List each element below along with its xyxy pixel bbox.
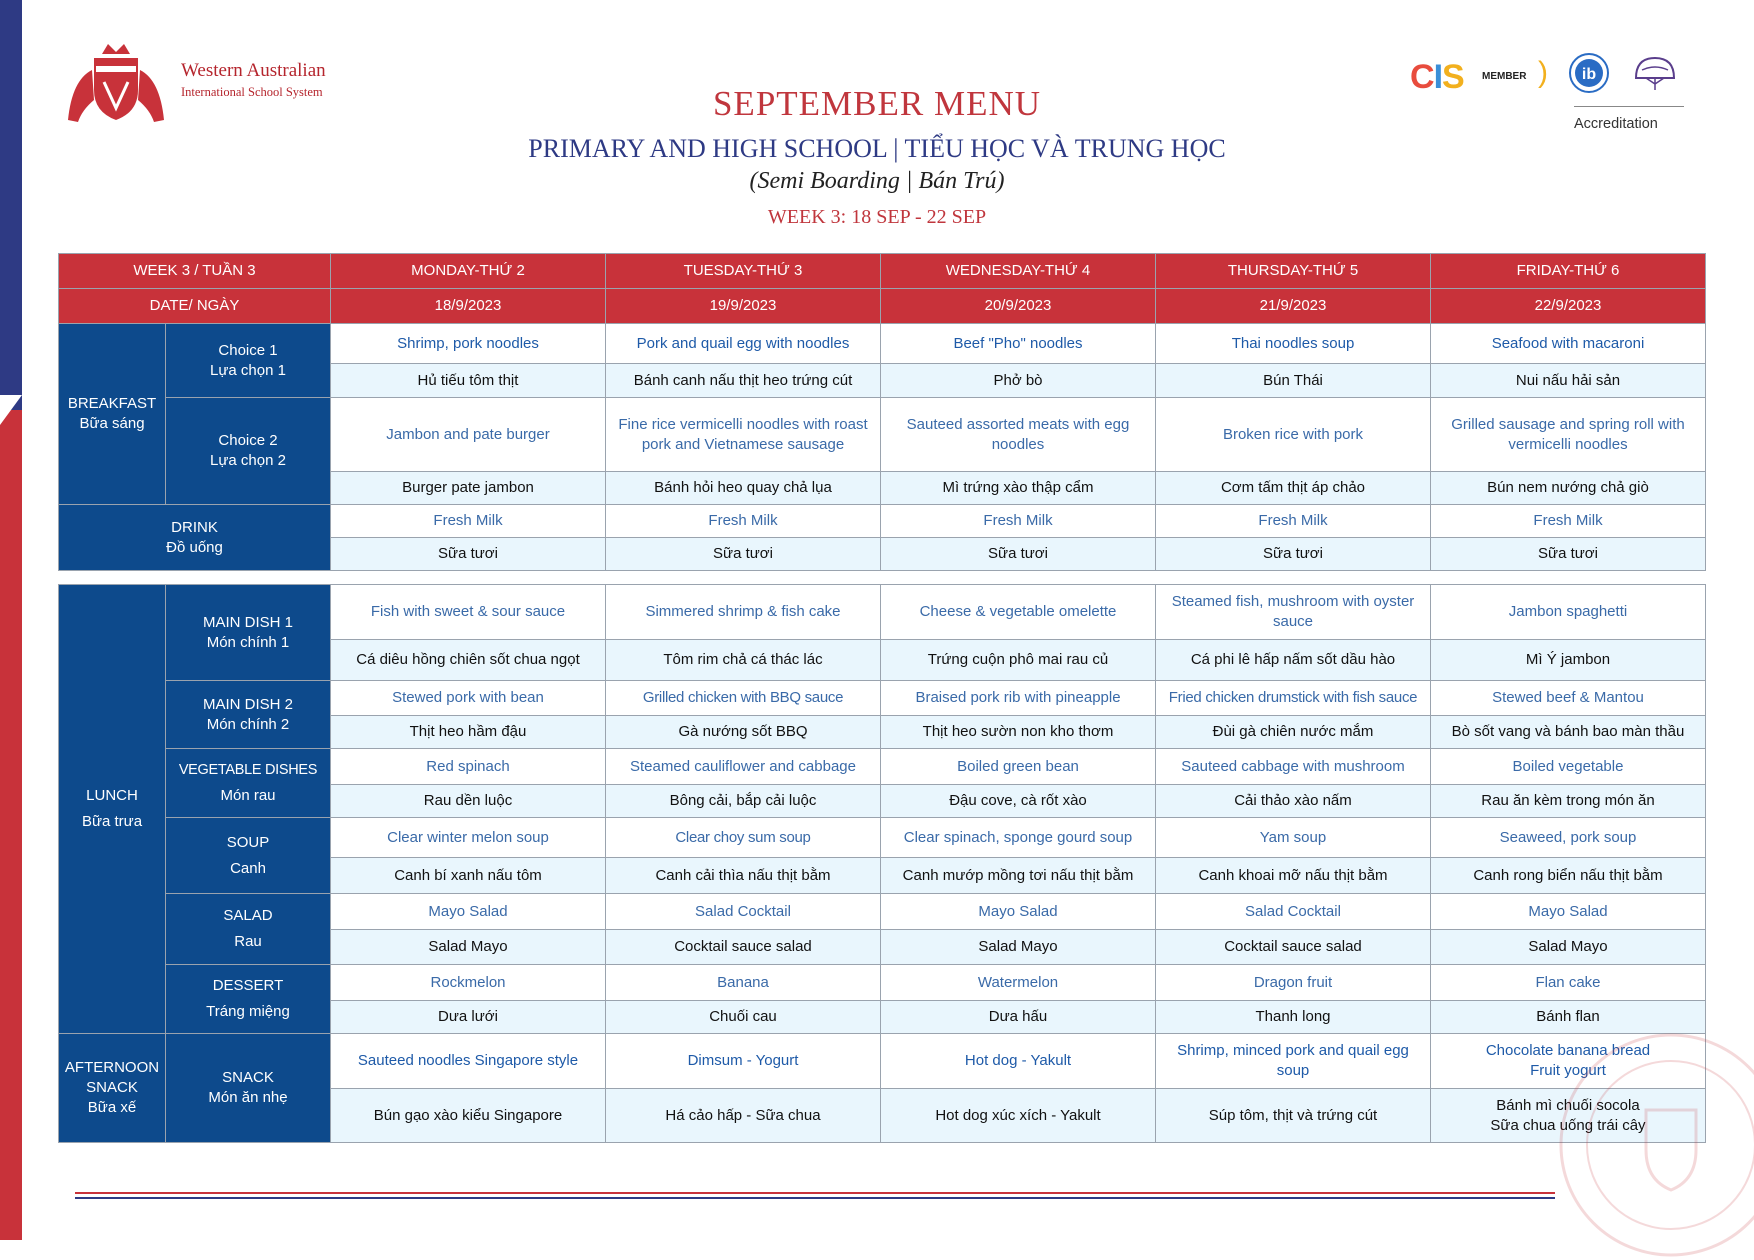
dish-vn: Hủ tiếu tôm thịt bbox=[331, 364, 606, 398]
dish-en: Fresh Milk bbox=[881, 505, 1156, 538]
week-label: WEEK 3 / TUẦN 3 bbox=[59, 254, 331, 289]
lunch-label bbox=[59, 585, 166, 1034]
dish-vn: Bông cải, bắp cải luộc bbox=[606, 785, 881, 818]
dish-en: Shrimp, pork noodles bbox=[331, 324, 606, 364]
dish-vn: Canh rong biển nấu thịt bằm bbox=[1431, 858, 1706, 894]
dish-en: Pork and quail egg with noodles bbox=[606, 324, 881, 364]
day-header: THURSDAY-THỨ 5 bbox=[1156, 254, 1431, 289]
dish-en: Fresh Milk bbox=[1156, 505, 1431, 538]
dish-en: Salad Cocktail bbox=[606, 894, 881, 930]
breakfast-label bbox=[59, 324, 166, 505]
dish-vn: Cơm tấm thịt áp chảo bbox=[1156, 472, 1431, 505]
dish-en: Dimsum - Yogurt bbox=[606, 1034, 881, 1089]
breakfast-table bbox=[58, 253, 1706, 571]
dish-vn: Salad Mayo bbox=[331, 930, 606, 965]
menu-note: (Semi Boarding | Bán Trú) bbox=[749, 168, 1005, 194]
dish-en: Steamed fish, mushroom with oyster sauce bbox=[1156, 585, 1431, 640]
dish-vn: Thanh long bbox=[1156, 1001, 1431, 1034]
dish-vn: Bún nem nướng chả giò bbox=[1431, 472, 1706, 505]
dish-vn: Chuối cau bbox=[606, 1001, 881, 1034]
dish-vn: Mì trứng xào thập cẩm bbox=[881, 472, 1156, 505]
accreditation-label: Accreditation bbox=[1574, 116, 1658, 132]
snack-label-en: SNACK bbox=[222, 1069, 274, 1086]
salad-label bbox=[166, 894, 331, 965]
snack-label bbox=[166, 1034, 331, 1143]
snack-en-row bbox=[59, 1034, 1706, 1089]
dish-vn: Mì Ý jambon bbox=[1431, 640, 1706, 681]
dish-en: Dragon fruit bbox=[1156, 965, 1431, 1001]
dish-en: Mayo Salad bbox=[331, 894, 606, 930]
dish-vn: Burger pate jambon bbox=[331, 472, 606, 505]
main1-label bbox=[166, 585, 331, 681]
choice2-label bbox=[166, 398, 331, 505]
dish-en: Sauteed noodles Singapore style bbox=[331, 1034, 606, 1089]
dish-vn: Bánh flan bbox=[1431, 1001, 1706, 1034]
dish-en: Braised pork rib with pineapple bbox=[881, 681, 1156, 716]
dessert-label bbox=[166, 965, 331, 1034]
salad-en-row bbox=[59, 894, 1706, 930]
dish-vn: Thịt heo sườn non kho thơm bbox=[881, 716, 1156, 749]
dish-vn: Rau dền luộc bbox=[331, 785, 606, 818]
choice1-label bbox=[166, 324, 331, 398]
afternoon-label bbox=[59, 1034, 166, 1143]
footer-line-navy bbox=[75, 1197, 1555, 1199]
dish-en: Chocolate banana bread Fruit yogurt bbox=[1431, 1034, 1706, 1089]
dish-vn: Gà nướng sốt BBQ bbox=[606, 716, 881, 749]
dish-en: Shrimp, minced pork and quail egg soup bbox=[1156, 1034, 1431, 1089]
dish-vn: Cá diêu hồng chiên sốt chua ngọt bbox=[331, 640, 606, 681]
veg-en-row bbox=[59, 749, 1706, 785]
dish-vn: Súp tôm, thịt và trứng cút bbox=[1156, 1089, 1431, 1143]
dish-en: Jambon spaghetti bbox=[1431, 585, 1706, 640]
menu-subtitle: PRIMARY AND HIGH SCHOOL | TIỂU HỌC VÀ TRUNG HỌC bbox=[528, 134, 1226, 163]
dish-en: Jambon and pate burger bbox=[331, 398, 606, 472]
breakfast-label-en: BREAKFAST bbox=[67, 395, 157, 412]
veg-label-vn: Món rau bbox=[220, 787, 276, 804]
dish-en: Fresh Milk bbox=[331, 505, 606, 538]
lunch-label-en: LUNCH bbox=[86, 787, 138, 804]
soup-label bbox=[166, 818, 331, 894]
dish-vn: Salad Mayo bbox=[881, 930, 1156, 965]
school-seal-watermark-icon bbox=[1556, 1030, 1754, 1260]
dish-vn: Trứng cuộn phô mai rau củ bbox=[881, 640, 1156, 681]
dish-en: Fresh Milk bbox=[1431, 505, 1706, 538]
dish-en: Cheese & vegetable omelette bbox=[881, 585, 1156, 640]
drink-label-en: DRINK bbox=[171, 518, 218, 536]
dish-en: Fine rice vermicelli noodles with roast pork and Vietnamese sausage bbox=[606, 398, 881, 472]
school-name: Western Australian bbox=[181, 60, 326, 81]
dish-en: Mayo Salad bbox=[881, 894, 1156, 930]
dish-en: Mayo Salad bbox=[1431, 894, 1706, 930]
dish-en: Clear choy sum soup bbox=[606, 818, 881, 858]
dish-en: Clear winter melon soup bbox=[331, 818, 606, 858]
dish-vn: Há cảo hấp - Sữa chua bbox=[606, 1089, 881, 1143]
dish-en: Seaweed, pork soup bbox=[1431, 818, 1706, 858]
day-header: TUESDAY-THỨ 3 bbox=[606, 254, 881, 289]
dish-vn: Sữa tươi bbox=[1431, 538, 1706, 571]
menu-week: WEEK 3: 18 SEP - 22 SEP bbox=[767, 206, 987, 228]
lunch-label-vn: Bữa trưa bbox=[81, 813, 143, 830]
day-header: WEDNESDAY-THỨ 4 bbox=[881, 254, 1156, 289]
choice1-label-en: Choice 1 bbox=[218, 341, 278, 359]
dish-en: Yam soup bbox=[1156, 818, 1431, 858]
main2-label bbox=[166, 681, 331, 749]
dish-en: Rockmelon bbox=[331, 965, 606, 1001]
dish-en: Flan cake bbox=[1431, 965, 1706, 1001]
dish-en: Hot dog - Yakult bbox=[881, 1034, 1156, 1089]
dish-en: Grilled sausage and spring roll with vermicelli noodles bbox=[1431, 398, 1706, 472]
date-cell: 18/9/2023 bbox=[331, 289, 606, 324]
dish-vn: Cocktail sauce salad bbox=[1156, 930, 1431, 965]
veg-label bbox=[166, 749, 331, 818]
dish-en: Grilled chicken with BBQ sauce bbox=[606, 681, 881, 716]
dish-en: Salad Cocktail bbox=[1156, 894, 1431, 930]
dish-vn: Hot dog xúc xích - Yakult bbox=[881, 1089, 1156, 1143]
menu-title: SEPTEMBER MENU bbox=[712, 84, 1042, 123]
dish-vn: Sữa tươi bbox=[881, 538, 1156, 571]
main2-label-vn: Món chính 2 bbox=[206, 715, 290, 733]
dish-en: Broken rice with pork bbox=[1156, 398, 1431, 472]
breakfast-label-vn: Bữa sáng bbox=[79, 415, 145, 432]
dish-en: Thai noodles soup bbox=[1156, 324, 1431, 364]
dish-vn: Canh cải thìa nấu thịt bằm bbox=[606, 858, 881, 894]
dish-vn: Cải thảo xào nấm bbox=[1156, 785, 1431, 818]
dish-en: Sauteed assorted meats with egg noodles bbox=[881, 398, 1156, 472]
cis-bracket: ) bbox=[1538, 56, 1548, 89]
dish-en: Boiled vegetable bbox=[1431, 749, 1706, 785]
dish-vn: Bún Thái bbox=[1156, 364, 1431, 398]
dish-vn: Đùi gà chiên nước mắm bbox=[1156, 716, 1431, 749]
main2-en-row bbox=[59, 681, 1706, 716]
date-label: DATE/ NGÀY bbox=[59, 289, 331, 324]
main1-en-row bbox=[59, 585, 1706, 640]
header-row-dates bbox=[59, 289, 1706, 324]
dish-vn: Rau ăn kèm trong món ăn bbox=[1431, 785, 1706, 818]
soup-label-en: SOUP bbox=[226, 833, 270, 851]
dish-en: Stewed pork with bean bbox=[331, 681, 606, 716]
date-cell: 20/9/2023 bbox=[881, 289, 1156, 324]
dish-vn: Dưa lưới bbox=[331, 1001, 606, 1034]
side-bar-navy bbox=[0, 0, 22, 410]
dish-en: Banana bbox=[606, 965, 881, 1001]
dish-en: Simmered shrimp & fish cake bbox=[606, 585, 881, 640]
drink-label-vn: Đồ uống bbox=[166, 538, 223, 556]
dessert-label-vn: Tráng miệng bbox=[206, 1003, 290, 1020]
dish-en: Steamed cauliflower and cabbage bbox=[606, 749, 881, 785]
svg-text:ib: ib bbox=[1581, 66, 1597, 83]
dessert-en-row bbox=[59, 965, 1706, 1001]
veg-label-en: VEGETABLE DISHES bbox=[178, 762, 318, 778]
dish-vn: Sữa tươi bbox=[1156, 538, 1431, 571]
date-cell: 22/9/2023 bbox=[1431, 289, 1706, 324]
dish-en: Watermelon bbox=[881, 965, 1156, 1001]
choice2-label-en: Choice 2 bbox=[218, 432, 278, 449]
dish-en: Clear spinach, sponge gourd soup bbox=[881, 818, 1156, 858]
dish-en: Seafood with macaroni bbox=[1431, 324, 1706, 364]
dish-en: Fried chicken drumstick with fish sauce bbox=[1156, 681, 1431, 716]
dish-vn: Bánh mì chuối socola Sữa chua uống trái cây bbox=[1431, 1089, 1706, 1143]
dish-vn: Nui nấu hải sản bbox=[1431, 364, 1706, 398]
dish-en: Sauteed cabbage with mushroom bbox=[1156, 749, 1431, 785]
dish-vn: Thịt heo hầm đậu bbox=[331, 716, 606, 749]
cis-logo: CIS bbox=[1410, 58, 1464, 96]
dish-vn: Cocktail sauce salad bbox=[606, 930, 881, 965]
school-subtitle: International School System bbox=[181, 85, 323, 99]
side-bar-divider bbox=[0, 395, 22, 425]
dish-vn: Canh mướp mồng tơi nấu thịt bằm bbox=[881, 858, 1156, 894]
afternoon-label-vn: Bữa xế bbox=[87, 1099, 137, 1116]
soup-en-row bbox=[59, 818, 1706, 858]
snack-label-vn: Món ăn nhẹ bbox=[208, 1089, 288, 1106]
dish-vn: Bò sốt vang và bánh bao màn thầu bbox=[1431, 716, 1706, 749]
main1-label-vn: Món chính 1 bbox=[206, 633, 290, 651]
afternoon-label-en: AFTERNOON SNACK bbox=[64, 1059, 160, 1096]
day-header: MONDAY-THỨ 2 bbox=[331, 254, 606, 289]
choice1-label-vn: Lựa chọn 1 bbox=[210, 361, 286, 379]
choice2-label-vn: Lựa chọn 2 bbox=[210, 452, 286, 469]
dish-vn: Canh bí xanh nấu tôm bbox=[331, 858, 606, 894]
dish-vn: Đậu cove, cà rốt xào bbox=[881, 785, 1156, 818]
cis-member-label: MEMBER bbox=[1482, 71, 1527, 82]
date-cell: 19/9/2023 bbox=[606, 289, 881, 324]
drink-en-row bbox=[59, 505, 1706, 538]
date-cell: 21/9/2023 bbox=[1156, 289, 1431, 324]
dish-vn: Canh khoai mỡ nấu thịt bằm bbox=[1156, 858, 1431, 894]
dish-vn: Sữa tươi bbox=[606, 538, 881, 571]
dish-vn: Bánh canh nấu thịt heo trứng cút bbox=[606, 364, 881, 398]
dish-vn: Bún gạo xào kiểu Singapore bbox=[331, 1089, 606, 1143]
dish-en: Fresh Milk bbox=[606, 505, 881, 538]
day-header: FRIDAY-THỨ 6 bbox=[1431, 254, 1706, 289]
dish-vn: Tôm rim chả cá thác lác bbox=[606, 640, 881, 681]
salad-label-en: SALAD bbox=[223, 907, 273, 924]
dish-vn: Salad Mayo bbox=[1431, 930, 1706, 965]
main1-label-en: MAIN DISH 1 bbox=[202, 613, 293, 631]
dish-en: Red spinach bbox=[331, 749, 606, 785]
header-row-days bbox=[59, 254, 1706, 289]
drink-label bbox=[59, 505, 331, 571]
lunch-table bbox=[58, 584, 1706, 1143]
dish-en: Stewed beef & Mantou bbox=[1431, 681, 1706, 716]
dish-en: Boiled green bean bbox=[881, 749, 1156, 785]
salad-label-vn: Rau bbox=[234, 933, 262, 950]
soup-label-vn: Canh bbox=[230, 859, 266, 877]
dessert-label-en: DESSERT bbox=[212, 977, 284, 994]
dish-vn: Dưa hấu bbox=[881, 1001, 1156, 1034]
dish-vn: Bánh hỏi heo quay chả lụa bbox=[606, 472, 881, 505]
dish-vn: Sữa tươi bbox=[331, 538, 606, 571]
breakfast-choice2-en-row bbox=[59, 398, 1706, 472]
dish-en: Fish with sweet & sour sauce bbox=[331, 585, 606, 640]
breakfast-choice1-en-row bbox=[59, 324, 1706, 364]
main2-label-en: MAIN DISH 2 bbox=[202, 695, 293, 713]
dish-vn: Cá phi lê hấp nấm sốt dầu hào bbox=[1156, 640, 1431, 681]
footer-line-red bbox=[75, 1192, 1555, 1194]
dish-vn: Phở bò bbox=[881, 364, 1156, 398]
dish-en: Beef "Pho" noodles bbox=[881, 324, 1156, 364]
